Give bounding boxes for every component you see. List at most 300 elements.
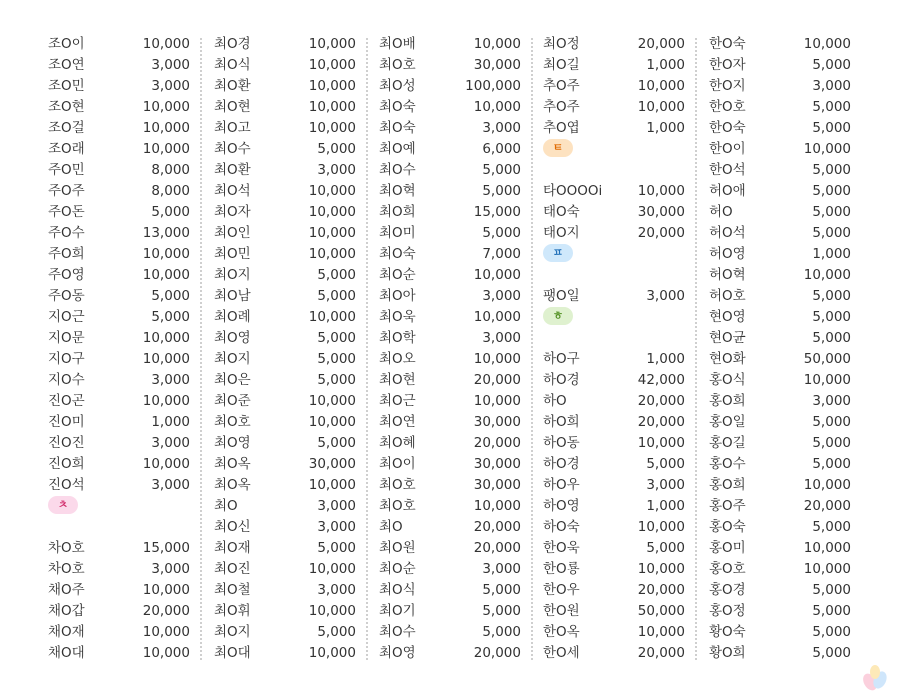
donor-name: 최O예 [379, 141, 416, 157]
donor-name: 최O옥 [214, 456, 251, 472]
donor-row [214, 391, 356, 412]
donor-name: 현O영 [709, 309, 746, 325]
donation-amount: 10,000 [308, 36, 356, 52]
donor-name: 최O환 [214, 162, 251, 178]
donor-name: 주O영 [48, 267, 85, 283]
donor-row [48, 181, 190, 202]
donor-row [214, 559, 356, 580]
donor-row [543, 202, 685, 223]
donor-name: 추O주 [543, 99, 580, 115]
donation-amount: 5,000 [482, 624, 521, 640]
donor-row [379, 223, 521, 244]
consonant-badge: ㅍ [543, 244, 573, 262]
donation-amount: 30,000 [473, 414, 521, 430]
donor-row [709, 622, 851, 643]
donation-amount: 5,000 [151, 309, 190, 325]
donation-amount: 10,000 [473, 309, 521, 325]
donation-amount: 20,000 [803, 498, 851, 514]
donor-name: 차O호 [48, 540, 85, 556]
donation-amount: 10,000 [803, 372, 851, 388]
donor-row [709, 202, 851, 223]
donor-column [709, 34, 851, 664]
donor-row [379, 76, 521, 97]
donor-row [379, 328, 521, 349]
donor-name: 최O자 [214, 204, 251, 220]
donor-name: 최O남 [214, 288, 251, 304]
donation-amount: 10,000 [803, 141, 851, 157]
donor-row [379, 349, 521, 370]
donor-name: 최O식 [379, 582, 416, 598]
donation-amount: 5,000 [317, 540, 356, 556]
donation-amount: 3,000 [317, 162, 356, 178]
donor-row [709, 349, 851, 370]
donation-amount: 5,000 [812, 288, 851, 304]
donor-row [214, 97, 356, 118]
donor-row [214, 55, 356, 76]
donation-amount: 5,000 [812, 225, 851, 241]
donor-name: 최O대 [214, 645, 251, 661]
donor-row [543, 181, 685, 202]
donor-row [379, 412, 521, 433]
donation-amount: 10,000 [473, 351, 521, 367]
donor-row [48, 622, 190, 643]
donor-name: 한O우 [543, 582, 580, 598]
donor-name: 최O순 [379, 267, 416, 283]
donation-amount: 5,000 [317, 267, 356, 283]
donation-amount: 10,000 [142, 582, 190, 598]
donation-amount: 3,000 [151, 561, 190, 577]
donor-row [709, 97, 851, 118]
donor-row [543, 349, 685, 370]
donor-row [48, 475, 190, 496]
donor-name: 한O숙 [709, 36, 746, 52]
donor-row [214, 517, 356, 538]
donation-amount: 1,000 [646, 120, 685, 136]
donation-amount: 1,000 [646, 351, 685, 367]
donation-amount: 5,000 [317, 435, 356, 451]
donation-amount: 5,000 [812, 519, 851, 535]
donor-row [709, 580, 851, 601]
donor-name: 최O [379, 519, 403, 535]
donor-name: 최O근 [379, 393, 416, 409]
donor-row [48, 118, 190, 139]
donation-amount: 10,000 [308, 645, 356, 661]
donor-name: 최O배 [379, 36, 416, 52]
donor-name: 최O현 [379, 372, 416, 388]
donor-row [379, 580, 521, 601]
donor-row [709, 538, 851, 559]
donor-row [214, 118, 356, 139]
donor-name: 조O걸 [48, 120, 85, 136]
donor-name: 최O석 [214, 183, 251, 199]
donation-amount: 3,000 [646, 477, 685, 493]
donor-name: 조O이 [48, 36, 85, 52]
donation-amount: 20,000 [637, 225, 685, 241]
donor-name: 홍O미 [709, 540, 746, 556]
donor-row [543, 538, 685, 559]
donor-row [214, 475, 356, 496]
donation-amount: 3,000 [482, 120, 521, 136]
donation-amount: 10,000 [142, 267, 190, 283]
donation-amount: 5,000 [646, 540, 685, 556]
donor-row [709, 454, 851, 475]
donor-column [543, 34, 685, 664]
donation-amount: 5,000 [812, 183, 851, 199]
donor-name: 최O신 [214, 519, 251, 535]
donation-amount: 5,000 [812, 330, 851, 346]
donation-amount: 10,000 [308, 99, 356, 115]
donation-amount: 3,000 [317, 498, 356, 514]
donor-name: 홍O희 [709, 393, 746, 409]
donor-row [543, 559, 685, 580]
donor-row [48, 97, 190, 118]
donor-name: 채O갑 [48, 603, 85, 619]
donor-row [48, 223, 190, 244]
donor-name: 한O석 [709, 162, 746, 178]
donor-name: 조O래 [48, 141, 85, 157]
donation-amount: 10,000 [637, 561, 685, 577]
donor-row [48, 454, 190, 475]
donation-amount: 5,000 [482, 162, 521, 178]
donation-amount: 10,000 [142, 246, 190, 262]
donation-amount: 30,000 [308, 456, 356, 472]
donation-amount: 5,000 [646, 456, 685, 472]
donor-row [48, 76, 190, 97]
donor-row [709, 118, 851, 139]
donor-name: 최O정 [543, 36, 580, 52]
donor-row [709, 643, 851, 664]
donor-row [709, 223, 851, 244]
donation-amount: 10,000 [803, 561, 851, 577]
donation-amount: 10,000 [637, 519, 685, 535]
donor-row [379, 202, 521, 223]
donation-amount: 3,000 [646, 288, 685, 304]
donor-row [214, 349, 356, 370]
donor-name: 태O숙 [543, 204, 580, 220]
donor-row [379, 181, 521, 202]
donation-amount: 5,000 [317, 288, 356, 304]
donor-name: 최O호 [379, 477, 416, 493]
donor-row [48, 55, 190, 76]
donation-amount: 42,000 [637, 372, 685, 388]
donation-amount: 3,000 [482, 561, 521, 577]
donor-row [543, 496, 685, 517]
donor-row [379, 97, 521, 118]
donor-name: 최O영 [214, 330, 251, 346]
donation-amount: 10,000 [637, 435, 685, 451]
donor-name: 홍O정 [709, 603, 746, 619]
donor-row [214, 286, 356, 307]
donor-name: 최O은 [214, 372, 251, 388]
donor-row [709, 412, 851, 433]
donor-row [48, 559, 190, 580]
donor-row [543, 433, 685, 454]
donation-amount: 10,000 [142, 456, 190, 472]
donor-name: 최O식 [214, 57, 251, 73]
donor-name: 한O옥 [543, 624, 580, 640]
donation-amount: 15,000 [142, 540, 190, 556]
donor-name: 황O희 [709, 645, 746, 661]
donation-amount: 20,000 [473, 435, 521, 451]
donor-row [379, 601, 521, 622]
donor-row [214, 244, 356, 265]
donation-amount: 5,000 [812, 582, 851, 598]
donation-amount: 10,000 [473, 99, 521, 115]
donation-amount: 5,000 [812, 204, 851, 220]
donor-name: 허O영 [709, 246, 746, 262]
donor-name: 진O석 [48, 477, 85, 493]
donor-name: 최O숙 [379, 246, 416, 262]
donor-row [379, 454, 521, 475]
donor-name: 한O자 [709, 57, 746, 73]
donor-name: 최O수 [379, 162, 416, 178]
donor-row [379, 559, 521, 580]
donor-name: 한O숙 [709, 120, 746, 136]
donation-amount: 10,000 [142, 351, 190, 367]
donor-name: 진O미 [48, 414, 85, 430]
donor-row [709, 559, 851, 580]
donor-name: 최O수 [379, 624, 416, 640]
donation-amount: 10,000 [308, 183, 356, 199]
donor-name: 최O숙 [379, 99, 416, 115]
donor-row [48, 643, 190, 664]
donor-name: 최O진 [214, 561, 251, 577]
section-header [543, 244, 685, 286]
donor-row [214, 307, 356, 328]
donor-name: 최O철 [214, 582, 251, 598]
donor-name: 타OOOOi [543, 183, 603, 199]
donor-name: 최O혁 [379, 183, 416, 199]
donation-amount: 100,000 [465, 78, 521, 94]
donor-row [709, 370, 851, 391]
donation-amount: 1,000 [812, 246, 851, 262]
donor-name: 최O인 [214, 225, 251, 241]
donation-amount: 8,000 [151, 183, 190, 199]
donor-row [214, 181, 356, 202]
donor-name: 주O주 [48, 183, 85, 199]
donor-row [379, 139, 521, 160]
section-header [48, 496, 190, 538]
donor-name: 홍O희 [709, 477, 746, 493]
donation-amount: 20,000 [637, 414, 685, 430]
donation-amount: 3,000 [151, 372, 190, 388]
donor-row [214, 538, 356, 559]
consonant-badge: ㅊ [48, 496, 78, 514]
donor-row [543, 97, 685, 118]
donor-row [214, 370, 356, 391]
donation-amount: 10,000 [308, 57, 356, 73]
donation-amount: 5,000 [812, 456, 851, 472]
donation-amount: 5,000 [151, 204, 190, 220]
donor-name: 허O [709, 204, 733, 220]
donor-row [48, 286, 190, 307]
donor-name: 홍O수 [709, 456, 746, 472]
donor-name: 최O준 [214, 393, 251, 409]
donation-amount: 10,000 [803, 540, 851, 556]
donor-row [214, 139, 356, 160]
donation-amount: 5,000 [812, 435, 851, 451]
donation-amount: 10,000 [637, 78, 685, 94]
donor-name: 하O경 [543, 456, 580, 472]
donor-name: 최O숙 [379, 120, 416, 136]
donor-column [379, 34, 521, 664]
donor-row [379, 34, 521, 55]
donation-amount: 5,000 [317, 372, 356, 388]
donation-amount: 10,000 [308, 393, 356, 409]
donation-amount: 5,000 [812, 309, 851, 325]
donor-name: 한O세 [543, 645, 580, 661]
donor-name: 최O휘 [214, 603, 251, 619]
donor-row [48, 34, 190, 55]
donor-name: 최O호 [214, 414, 251, 430]
donation-amount: 10,000 [142, 624, 190, 640]
donation-amount: 20,000 [473, 372, 521, 388]
donor-name: 최O호 [379, 498, 416, 514]
donor-row [48, 391, 190, 412]
donation-amount: 1,000 [646, 498, 685, 514]
donor-name: 최O원 [379, 540, 416, 556]
donor-name: 최O민 [214, 246, 251, 262]
donation-amount: 10,000 [308, 477, 356, 493]
donor-name: 하O희 [543, 414, 580, 430]
donor-name: 추O주 [543, 78, 580, 94]
donation-amount: 20,000 [473, 645, 521, 661]
donation-amount: 50,000 [637, 603, 685, 619]
donor-row [709, 496, 851, 517]
donor-name: 채O대 [48, 645, 85, 661]
section-header [543, 307, 685, 349]
donor-name: 최O영 [379, 645, 416, 661]
donor-row [379, 55, 521, 76]
donor-name: 추O엽 [543, 120, 580, 136]
donation-amount: 20,000 [473, 519, 521, 535]
donation-amount: 6,000 [482, 141, 521, 157]
donor-name: 한O이 [709, 141, 746, 157]
donation-amount: 10,000 [308, 225, 356, 241]
donation-amount: 10,000 [637, 183, 685, 199]
donor-name: 조O연 [48, 57, 85, 73]
donation-amount: 10,000 [308, 78, 356, 94]
donation-amount: 20,000 [473, 540, 521, 556]
donation-amount: 20,000 [637, 36, 685, 52]
donor-row [543, 412, 685, 433]
donation-amount: 10,000 [473, 498, 521, 514]
donor-row [379, 160, 521, 181]
donation-amount: 13,000 [142, 225, 190, 241]
donor-row [709, 244, 851, 265]
donor-row [48, 244, 190, 265]
donor-name: 최O학 [379, 330, 416, 346]
donation-amount: 10,000 [308, 414, 356, 430]
donation-amount: 10,000 [142, 120, 190, 136]
donor-row [214, 433, 356, 454]
donor-row [709, 160, 851, 181]
donor-row [379, 622, 521, 643]
donation-amount: 3,000 [482, 288, 521, 304]
donation-amount: 10,000 [308, 120, 356, 136]
donor-name: 최O희 [379, 204, 416, 220]
donor-name: 홍O식 [709, 372, 746, 388]
donor-row [543, 286, 685, 307]
donation-amount: 5,000 [482, 183, 521, 199]
donor-row [48, 160, 190, 181]
donor-name: 주O돈 [48, 204, 85, 220]
donor-name: 최O고 [214, 120, 251, 136]
donor-name: 최O순 [379, 561, 416, 577]
donation-amount: 5,000 [812, 120, 851, 136]
donation-amount: 30,000 [473, 477, 521, 493]
donation-amount: 10,000 [308, 204, 356, 220]
donation-amount: 10,000 [142, 99, 190, 115]
donation-amount: 10,000 [803, 477, 851, 493]
donor-name: 최O례 [214, 309, 251, 325]
donation-amount: 5,000 [317, 351, 356, 367]
donation-amount: 10,000 [142, 393, 190, 409]
donor-row [48, 580, 190, 601]
donor-row [543, 118, 685, 139]
donor-row [48, 412, 190, 433]
donor-row [214, 454, 356, 475]
donation-amount: 10,000 [142, 330, 190, 346]
donor-name: 최O연 [379, 414, 416, 430]
donor-name: 한O욱 [543, 540, 580, 556]
donor-name: 주O희 [48, 246, 85, 262]
donor-name: 최O환 [214, 78, 251, 94]
donor-row [48, 601, 190, 622]
donor-row [214, 622, 356, 643]
donation-amount: 5,000 [482, 582, 521, 598]
donation-amount: 5,000 [482, 603, 521, 619]
donor-name: 조O현 [48, 99, 85, 115]
donor-name: 최O호 [379, 57, 416, 73]
donor-name: 최O지 [214, 624, 251, 640]
donation-amount: 10,000 [308, 603, 356, 619]
donor-row [543, 601, 685, 622]
donation-amount: 3,000 [151, 57, 190, 73]
donor-row [379, 538, 521, 559]
donor-row [543, 370, 685, 391]
donor-row [379, 118, 521, 139]
donor-row [709, 55, 851, 76]
donor-name: 최O재 [214, 540, 251, 556]
donor-name: 진O희 [48, 456, 85, 472]
donor-name: 최O욱 [379, 309, 416, 325]
donor-name: 홍O경 [709, 582, 746, 598]
donor-row [543, 391, 685, 412]
donor-name: 현O화 [709, 351, 746, 367]
donation-amount: 5,000 [482, 225, 521, 241]
donor-row [379, 433, 521, 454]
donor-name: 주O동 [48, 288, 85, 304]
donor-row [379, 475, 521, 496]
donor-name: 최O길 [543, 57, 580, 73]
donor-row [709, 34, 851, 55]
donation-amount: 10,000 [803, 267, 851, 283]
donation-amount: 20,000 [142, 603, 190, 619]
donor-row [543, 55, 685, 76]
donor-name: 지O문 [48, 330, 85, 346]
donor-name: 홍O길 [709, 435, 746, 451]
donation-amount: 3,000 [317, 582, 356, 598]
donation-amount: 10,000 [308, 309, 356, 325]
donor-row [543, 475, 685, 496]
donor-name: 황O숙 [709, 624, 746, 640]
donor-name: 최O혜 [379, 435, 416, 451]
donation-amount: 3,000 [151, 477, 190, 493]
donor-row [214, 265, 356, 286]
donation-amount: 15,000 [473, 204, 521, 220]
donor-row [709, 391, 851, 412]
